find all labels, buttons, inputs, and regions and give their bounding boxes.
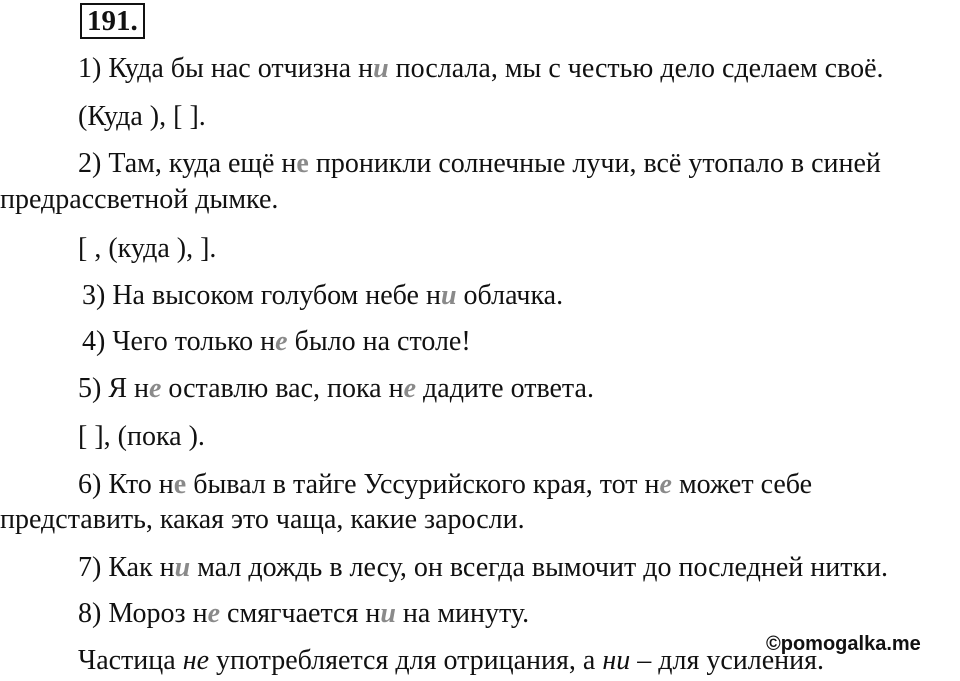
scheme-2: [ , (куда ), ].: [78, 233, 217, 264]
sentence-8: 8) Мороз не смягчается ни на минуту.: [78, 598, 530, 629]
sentence-1: 1) Куда бы нас отчизна ни послала, мы с честью дело сделаем своё.: [78, 53, 884, 84]
scheme-1: (Куда ), [ ].: [78, 101, 206, 132]
scheme-5: [ ], (пока ).: [78, 421, 205, 452]
exercise-number: 191.: [80, 3, 145, 39]
sentence-4: 4) Чего только не было на столе!: [82, 326, 471, 357]
sentence-7: 7) Как ни мал дождь в лесу, он всегда вымочит до последней нитки.: [78, 552, 889, 583]
sentence-6-continuation: представить, какая это чаща, какие заросли.: [0, 504, 525, 535]
sentence-6: 6) Кто не бывал в тайге Уссурийского края, тот не может себе: [78, 469, 813, 500]
sentence-2-continuation: предрассветной дымке.: [0, 184, 279, 215]
sentence-3: 3) На высоком голубом небе ни облачка.: [82, 280, 564, 311]
conclusion: Частица не употребляется для отрицания, а ни – для усиления.: [78, 645, 824, 676]
sentence-5: 5) Я не оставлю вас, пока не дадите ответа.: [78, 373, 594, 404]
watermark: ©pomogalka.me: [766, 633, 921, 655]
sentence-2: 2) Там, куда ещё не проникли солнечные лучи, всё утопало в синей: [78, 148, 881, 179]
